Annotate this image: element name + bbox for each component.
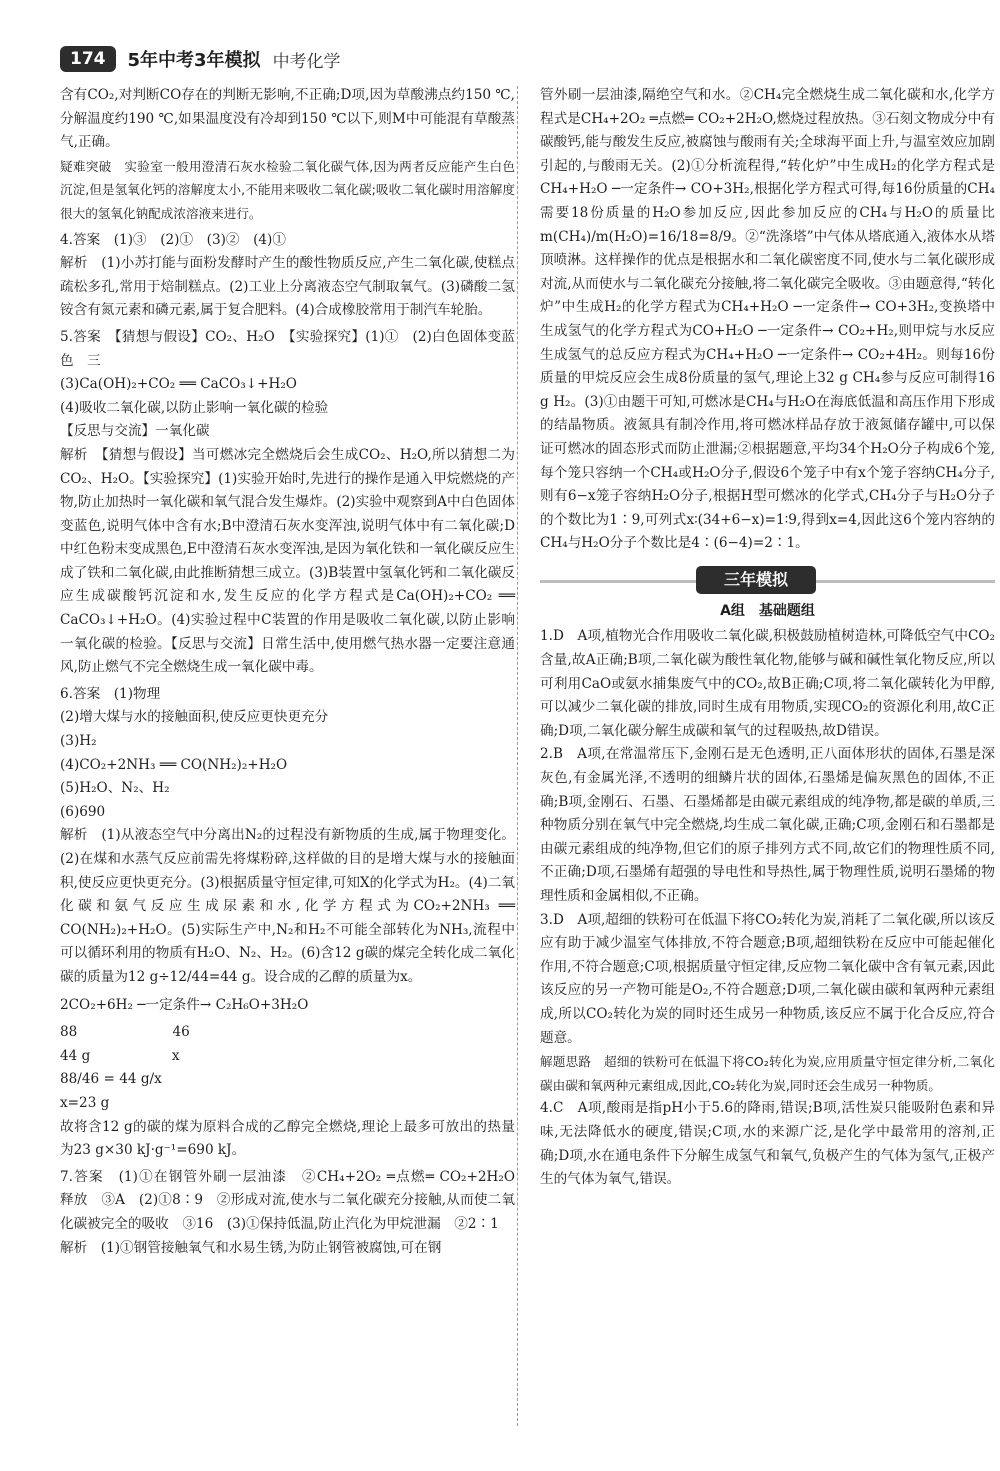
hint-note: 疑难突破 实验室一般用澄清石灰水检验二氧化碳气体,因为两者反应能产生白色沉淀,但是氢氧化钙的溶解度太小,不能用来吸收二氧化碳;吸收二氧化碳时用溶解度很大的氢氧化钠配成浓溶液来进行。 [60, 158, 515, 221]
page-header [60, 44, 341, 74]
answer-4: 4.答案 (1)③ (2)① (3)② (4)① [60, 231, 286, 248]
banner-title: 三年模拟 [696, 566, 816, 594]
answer-6-line: (5)H₂O、N₂、H₂ [60, 780, 170, 797]
answer-5: 5.答案 【猜想与假设】CO₂、H₂O 【实验探究】(1)① (2)白色固体变蓝色 三 [60, 328, 515, 369]
answer-5-line: 【反思与交流】一氧化碳 [60, 423, 210, 440]
analysis-7: 解析 (1)①钢管接触氧气和水易生锈,为防止钢管被腐蚀,可在钢 [60, 1239, 442, 1256]
paragraph: 管外刷一层油漆,隔绝空气和水。②CH₄完全燃烧生成二氧化碳和水,化学方程式是CH₄+2O₂ ═点燃═ CO₂+2H₂O,燃烧过程放热。③石刻文物成分中有碳酸钙,能与酸发生反应,被腐蚀与酸雨有关;全球海平面上升,与温室效应加剧引起的,与酸雨无关。(2)①分析流程得,“转化炉”中生成H₂的化学方程式是CH₄+H₂O ─一定条件→ CO+3H₂,根据化学方程式可得,每16份质量的CH₄需要18份质量的H₂O参加反应,因此参加反应的CH₄与H₂O的质量比m(CH₄)/m(H₂O)=16/18=8/9。②“洗涤塔”中气体从塔底通入,液体水从塔顶喷淋。这样操作的优点是根据水和二氧化碳密度不同,使水与二氧化碳形成对流,从而使水与二氧化碳充分接触,将二氧化碳完全吸收。③由题意得,“转化炉”中生成H₂的化学方程式为CH₄+H₂O ─一定条件→ CO+3H₂,变换塔中生成氢气的化学方程式为CO+H₂O ─一定条件→ CO₂+H₂,则甲烷与水反应生成氢气的总反应方程式为CH₄+H₂O ─一定条件→ CO₂+4H₂。则每16份质量的甲烷反应会生成8份质量的氢气,理论上32 g CH₄参与反应可制得16 g H₂。(3)①由题干可知,可燃冰是CH₄与H₂O在海底低温和高压作用下形成的结晶物质。液氮具有制冷作用,将可燃冰样品存放于液氮储存罐中,可以保证可燃冰的固态形式而防止泄漏;②根据题意,平均34个H₂O分子构成6个笼,每个笼只容纳一个CH₄或H₂O分子,假设6个笼子中有x个笼子容纳CH₄分子,则有6−x笼子容纳H₂O分子,根据H型可燃冰的化学式,CH₄分子与H₂O分子的个数比为1∶9,可列式x∶(34+6−x)=1∶9,得到x=4,因此这6个笼内容纳的CH₄与H₂O分子个数比是4∶(6−4)=2∶1。 [540, 87, 995, 552]
equation-line: 44 g x [60, 1047, 180, 1064]
paragraph: 含有CO₂,对判断CO存在的判断无影响,不正确;D项,因为草酸沸点约150 ℃,分解温度约190 ℃,如果温度没有冷却到150 ℃以下,则M中可能混有草酸蒸气,正确。 [60, 87, 515, 151]
equation-line: 88 46 [60, 1024, 190, 1041]
left-column [60, 84, 529, 1260]
subject-label: 中考化学 [272, 51, 341, 72]
paragraph: 故将含12 g的碳的煤为原料合成的乙醇完全燃烧,理论上最多可放出的热量为23 g×30 kJ·g⁻¹=690 kJ。 [60, 1118, 515, 1159]
answer-item: 3.D A项,超细的铁粉可在低温下将CO₂转化为炭,消耗了二氧化碳,所以该反应有助于减少温室气体排放,不符合题意;B项,超细铁粉在反应中可能起催化作用,不符合题意;C项,根据质量守恒定律,反应物二氧化碳中含有氧元素,因此该反应的另一产物可能是O₂,不符合题意;D项,二氧化碳由碳和氧两种元素组成,所以CO₂转化为炭的同时还生成另一种物质,该反应不属于化合反应,符合题意。 [540, 911, 995, 1046]
equation-line: x=23 g [60, 1094, 110, 1111]
answer-6-line: (3)H₂ [60, 733, 97, 750]
answer-6-line: (6)690 [60, 803, 106, 820]
solution-hint: 解题思路 超细的铁粉可在低温下将CO₂转化为炭,应用质量守恒定律分析,二氧化碳由碳和氧两种元素组成,因此,CO₂转化为炭,同时还会生成另一种物质。 [540, 1054, 995, 1093]
answer-5-line: (4)吸收二氧化碳,以防止影响一氧化碳的检验 [60, 399, 329, 416]
column-divider [517, 86, 518, 1426]
answer-5-line: (3)Ca(OH)₂+CO₂ ══ CaCO₃↓+H₂O [60, 376, 297, 393]
section-banner [540, 564, 995, 598]
answer-item: 2.B A项,在常温常压下,金刚石是无色透明,正八面体形状的固体,石墨是深灰色,有金属光泽,不透明的细鳞片状的固体,石墨烯是偏灰黑色的固体,不正确;B项,金刚石、石墨、石墨烯都是由碳元素组成的纯净物,都是碳的单质,三种物质分别在氧气中完全燃烧,均生成二氧化碳,正确;C项,金刚石和石墨都是由碳元素组成的纯净物,但它们的原子排列方式不同,故它们的物理性质不同,不正确;D项,石墨烯有超强的导电性和导热性,属于物理性质,说明石墨烯的物理性质和金属相似,不正确。 [540, 746, 995, 904]
answer-6-line: (2)增大煤与水的接触面积,使反应更快更充分 [60, 709, 329, 726]
answer-item: 4.C A项,酸雨是指pH小于5.6的降雨,错误;B项,活性炭只能吸附色素和异味,无法降低水的硬度,错误;C项,水的来源广泛,是化学中最常用的溶剂,正确;D项,水在通电条件下分解生成氢气和氧气,负极产生的气体为氢气,正极产生的气体为氧气,错误。 [540, 1100, 995, 1188]
answer-7: 7.答案 (1)①在钢管外刷一层油漆 ②CH₄+2O₂ ═点燃═ CO₂+2H₂O 释放 ③A (2)①8∶9 ②形成对流,使水与二氧化碳充分接触,从而使二氧化碳被完全的吸收 ③16 (3)①保持低温,防止汽化为甲烷泄漏 ②2∶1 [60, 1168, 529, 1232]
group-title: A组 基础题组 [720, 602, 815, 619]
equation-line: 88/46 = 44 g/x [60, 1071, 162, 1088]
analysis-4: 解析 (1)小苏打能与面粉发酵时产生的酸性物质反应,产生二氧化碳,使糕点疏松多孔,常用于焙制糕点。(2)工业上分离液态空气制取氧气。(3)磷酸二氢铵含有氮元素和磷元素,属于复合肥料。(4)合成橡胶常用于制汽车轮胎。 [60, 255, 515, 319]
analysis-6: 解析 (1)从液态空气中分离出N₂的过程没有新物质的生成,属于物理变化。(2)在煤和水蒸气反应前需先将煤粉碎,这样做的目的是增大煤与水的接触面积,使反应更快更充分。(3)根据质量守恒定律,可知X的化学式为H₂。(4)二氧化碳和氨气反应生成尿素和水,化学方程式为CO₂+2NH₃ ══ CO(NH₂)₂+H₂O。(5)实际生产中,N₂和H₂不可能全部转化为NH₃,流程中可以循环利用的物质有H₂O、N₂、H₂。(6)含12 g碳的煤完全转化成二氧化碳的质量为12 g÷12/44=44 g。设合成的乙醇的质量为x。 [60, 827, 515, 985]
right-column [540, 84, 995, 1192]
equation: 2CO₂+6H₂ ─一定条件→ C₂H₆O+3H₂O [60, 996, 309, 1013]
analysis-5: 解析 【猜想与假设】当可燃冰完全燃烧后会生成CO₂、H₂O,所以猜想二为CO₂、H₂O。【实验探究】(1)实验开始时,先进行的操作是通入甲烷燃烧的产物,防止加热时一氧化碳和氧气混合发生爆炸。(2)实验中观察到A中白色固体变蓝色,说明气体中含有水;B中澄清石灰水变浑浊,说明气体中有二氧化碳;D中红色粉末变成黑色,E中澄清石灰水变浑浊,是因为氧化铁和一氧化碳反应生成了铁和二氧化碳,由此推断猜想三成立。(3)B装置中氢氧化钙和二氧化碳反应生成碳酸钙沉淀和水,发生反应的化学方程式是Ca(OH)₂+CO₂ ══ CaCO₃↓+H₂O。(4)实验过程中C装置的作用是吸收二氧化碳,以防止影响一氧化碳的检验。【反思与交流】日常生活中,使用燃气热水器一定要注意通风,防止燃气不完全燃烧生成一氧化碳中毒。 [60, 446, 515, 676]
book-title: 5年中考3年模拟 [127, 50, 261, 71]
page-number: 174 [60, 46, 116, 72]
answer-6: 6.答案 (1)物理 [60, 685, 161, 702]
answer-item: 1.D A项,植物光合作用吸收二氧化碳,积极鼓励植树造林,可降低空气中CO₂含量,故A正确;B项,二氧化碳为酸性氧化物,能够与碱和碱性氧化物反应,所以可利用CaO或氨水捕集废气中的CO₂,故B正确;C项,将二氧化碳转化为甲醇,可以减少二氧化碳的排放,同时生成有用物质,实现CO₂的资源化利用,故C正确;D项,二氧化碳分解生成碳和氧气的过程吸热,故D错误。 [540, 628, 995, 739]
answer-6-line: (4)CO₂+2NH₃ ══ CO(NH₂)₂+H₂O [60, 756, 288, 773]
